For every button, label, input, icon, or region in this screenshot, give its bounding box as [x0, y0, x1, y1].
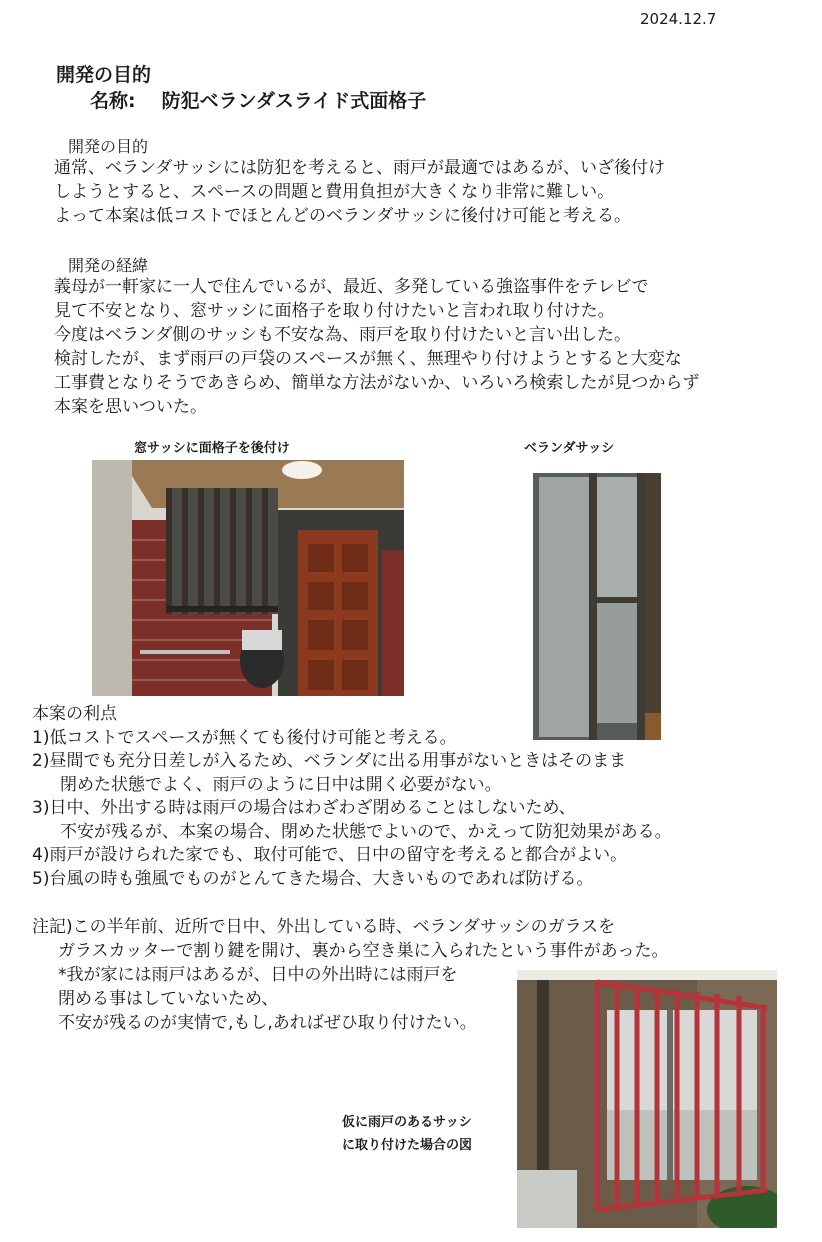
- background-text: [54, 275, 699, 419]
- purpose-line: しようとすると、スペースの問題と費用負担が大きくなり非常に難しい。: [54, 182, 615, 202]
- note-line-2: ガラスカッターで割り鍵を開け、裏から空き巣に入られたという事件があった。: [58, 941, 669, 961]
- product-name-label: 名称:: [90, 90, 136, 112]
- background-line: 義母が一軒家に一人で住んでいるが、最近、多発している強盗事件をテレビで: [54, 277, 649, 297]
- background-line: 検討したが、まず雨戸の戸袋のスペースが無く、無理やり付けようとすると大変な: [54, 349, 682, 369]
- photo1-caption: 窓サッシに面格子を後付け: [134, 441, 290, 456]
- document-heading: 開発の目的: [56, 64, 152, 86]
- purpose-line: 通常、ベランダサッシには防犯を考えると、雨戸が最適ではあるが、いざ後付け: [54, 158, 665, 178]
- advantage-item-continued: 閉めた状態でよく、雨戸のように日中は開く必要がない。: [60, 774, 502, 795]
- advantage-item: 4)雨戸が設けられた家でも、取付可能で、日中の留守を考えると都合がよい。: [32, 845, 628, 865]
- entrance-photo: [92, 460, 404, 696]
- veranda-sash-photo: [533, 473, 661, 740]
- advantage-item-continued: 不安が残るが、本案の場合、閉めた状態でよいので、かえって防犯効果がある。: [60, 821, 672, 842]
- advantage-item: 1)低コストでスペースが無くても後付け可能と考える。: [32, 727, 457, 748]
- note-line-3: *我が家には雨戸はあるが、日中の外出時には雨戸を: [58, 965, 458, 985]
- background-line: 見て不安となり、窓サッシに面格子を取り付けたいと言われ取り付けた。: [54, 301, 615, 321]
- advantage-item: 3)日中、外出する時は雨戸の場合はわざわざ閉めることはしないため、: [32, 798, 576, 818]
- note-line-5: 不安が残るのが実情で,もし,あればぜひ取り付けたい。: [58, 1013, 477, 1033]
- background-line: 本案を思いついた。: [54, 397, 207, 417]
- background-line: 工事費となりそうであきらめ、簡単な方法がないか、いろいろ検索したが見つからず: [54, 373, 700, 393]
- product-name: [90, 86, 426, 113]
- note-line-1: 注記)この半年前、近所で日中、外出している時、ベランダサッシのガラスを: [32, 917, 616, 937]
- note-line-4: 閉める事はしていないため、: [58, 989, 279, 1009]
- product-name-value: 防犯ベランダスライド式面格子: [161, 90, 427, 112]
- purpose-title: 開発の目的: [68, 137, 149, 156]
- advantages-title: 本案の利点: [32, 704, 117, 724]
- photo3-caption-line1: 仮に雨戸のあるサッシ: [342, 1115, 472, 1130]
- advantage-item: 2)昼間でも充分日差しが入るため、ベランダに出る用事がないときはそのまま: [32, 751, 627, 771]
- advantages-section: [32, 703, 672, 891]
- purpose-line: よって本案は低コストでほとんどのベランダサッシに後付け可能と考える。: [54, 206, 631, 226]
- photo3-caption-line2: に取り付けた場合の図: [342, 1138, 473, 1153]
- grille-mockup-photo: [517, 970, 777, 1228]
- purpose-text: [54, 156, 665, 228]
- document-date: 2024.12.7: [640, 10, 717, 28]
- advantage-item: 5)台風の時も強風でものがとんてきた場合、大きいものであれば防げる。: [32, 868, 594, 889]
- photo2-caption: ベランダサッシ: [524, 441, 615, 456]
- background-line: 今度はベランダ側のサッシも不安な為、雨戸を取り付けたいと言い出した。: [54, 325, 631, 345]
- background-title: 開発の経緯: [68, 256, 149, 275]
